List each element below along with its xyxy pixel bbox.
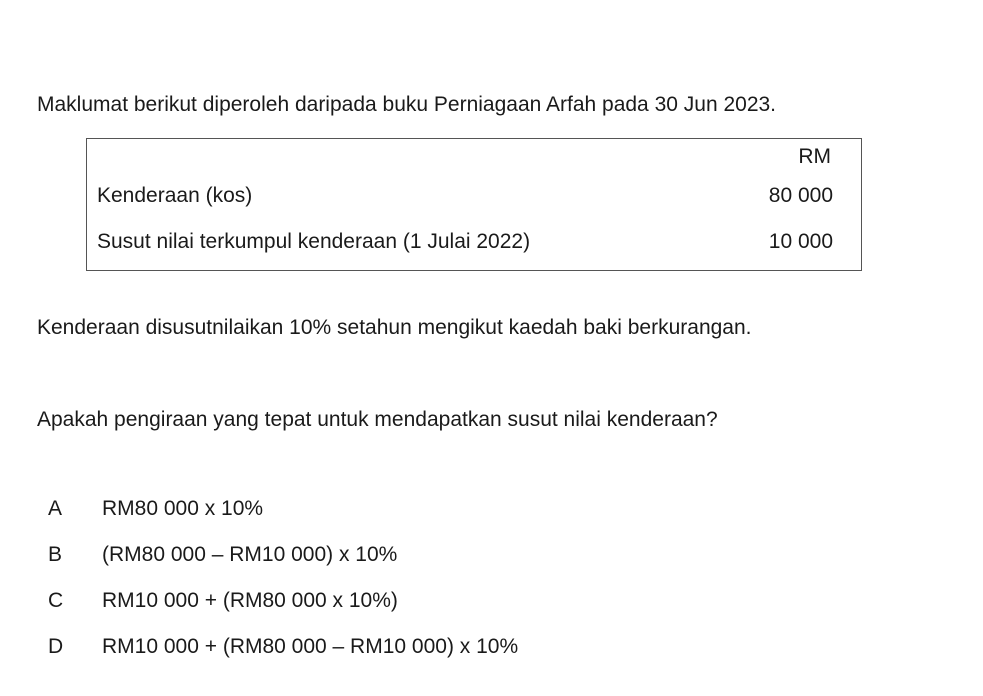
statement-text: Kenderaan disusutnilaikan 10% setahun mengikut kaedah baki berkurangan. — [37, 316, 752, 339]
row-amount: 80 000 — [768, 184, 833, 207]
option-text: RM80 000 x 10% — [102, 497, 264, 520]
option-text: RM10 000 + (RM80 000 – RM10 000) x 10% — [102, 635, 519, 658]
intro-text: Maklumat berikut diperoleh daripada buku Perniagaan Arfah pada 30 Jun 2023. — [37, 93, 777, 116]
question-text: Apakah pengiraan yang tepat untuk mendapatkan susut nilai kenderaan? — [37, 408, 718, 431]
option-text: (RM80 000 – RM10 000) x 10% — [102, 543, 398, 566]
option-letter: C — [48, 589, 64, 612]
row-amount: 10 000 — [768, 230, 833, 253]
table-row — [97, 227, 833, 257]
option-letter: D — [48, 635, 64, 658]
row-label: Kenderaan (kos) — [97, 184, 253, 207]
table-row — [97, 181, 833, 211]
option-letter: B — [48, 543, 63, 566]
currency-header: RM — [798, 145, 831, 168]
option-text: RM10 000 + (RM80 000 x 10%) — [102, 589, 398, 612]
option-letter: A — [48, 497, 63, 520]
row-label: Susut nilai terkumpul kenderaan (1 Julai 2022) — [97, 230, 531, 253]
info-table — [86, 138, 862, 271]
